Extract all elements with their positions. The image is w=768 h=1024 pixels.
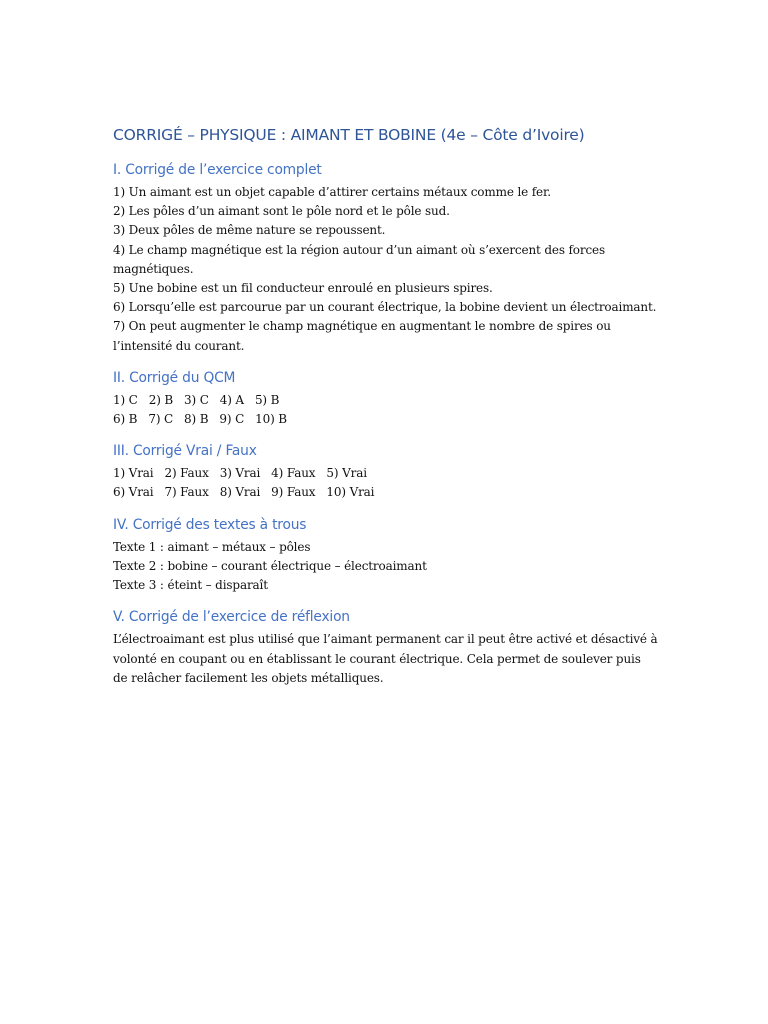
answer-line: Texte 2 : bobine – courant électrique – électroaimant bbox=[113, 558, 427, 573]
section-heading: I. Corrigé de l’exercice complet bbox=[113, 162, 322, 178]
answer-line: 2) Les pôles d’un aimant sont le pôle nord et le pôle sud. bbox=[113, 204, 450, 219]
section-vrai-faux bbox=[113, 441, 658, 502]
section-heading: III. Corrigé Vrai / Faux bbox=[113, 443, 257, 460]
section-exercice-complet bbox=[113, 160, 658, 356]
answer-line: 1) Un aimant est un objet capable d’attirer certains métaux comme le fer. bbox=[113, 185, 551, 199]
section-qcm bbox=[113, 368, 658, 429]
answer-line: Texte 1 : aimant – métaux – pôles bbox=[113, 539, 311, 554]
answer-line: magnétiques. bbox=[113, 261, 194, 276]
answer-line: l’intensité du courant. bbox=[113, 338, 245, 353]
document-title: CORRIGÉ – PHYSIQUE : AIMANT ET BOBINE (4e – Côte d’Ivoire) bbox=[113, 126, 585, 144]
answer-line: 6) Vrai 7) Faux 8) Vrai 9) Faux 10) Vrai bbox=[113, 485, 375, 500]
answer-line: 6) B 7) C 8) B 9) C 10) B bbox=[113, 412, 287, 427]
reflexion-paragraph: L’électroaimant est plus utilisé que l’aimant permanent car il peut être activé et désactivé à volonté en coupant ou en établissant le courant électrique. Cela permet de soulever puis de relâcher facilement les objets métalliques. bbox=[113, 632, 658, 686]
document-page bbox=[113, 124, 658, 701]
section-textes-a-trous bbox=[113, 515, 658, 596]
answer-line: 4) Le champ magnétique est la région autour d’un aimant où s’exercent des forces bbox=[113, 242, 605, 257]
answer-line: 1) Vrai 2) Faux 3) Vrai 4) Faux 5) Vrai bbox=[113, 466, 367, 481]
section-heading: II. Corrigé du QCM bbox=[113, 369, 236, 386]
section-heading: IV. Corrigé des textes à trous bbox=[113, 516, 307, 533]
answer-line: 7) On peut augmenter le champ magnétique en augmentant le nombre de spires ou bbox=[113, 319, 611, 334]
answer-line: 1) C 2) B 3) C 4) A 5) B bbox=[113, 392, 280, 407]
answer-line: 5) Une bobine est un fil conducteur enroulé en plusieurs spires. bbox=[113, 281, 493, 296]
answer-line: 6) Lorsqu’elle est parcourue par un courant électrique, la bobine devient un électroaimant. bbox=[113, 300, 657, 315]
section-heading: V. Corrigé de l’exercice de réflexion bbox=[113, 609, 350, 626]
answer-line: Texte 3 : éteint – disparaît bbox=[113, 578, 268, 593]
answer-line: 3) Deux pôles de même nature se repoussent. bbox=[113, 223, 386, 238]
section-reflexion bbox=[113, 607, 658, 689]
